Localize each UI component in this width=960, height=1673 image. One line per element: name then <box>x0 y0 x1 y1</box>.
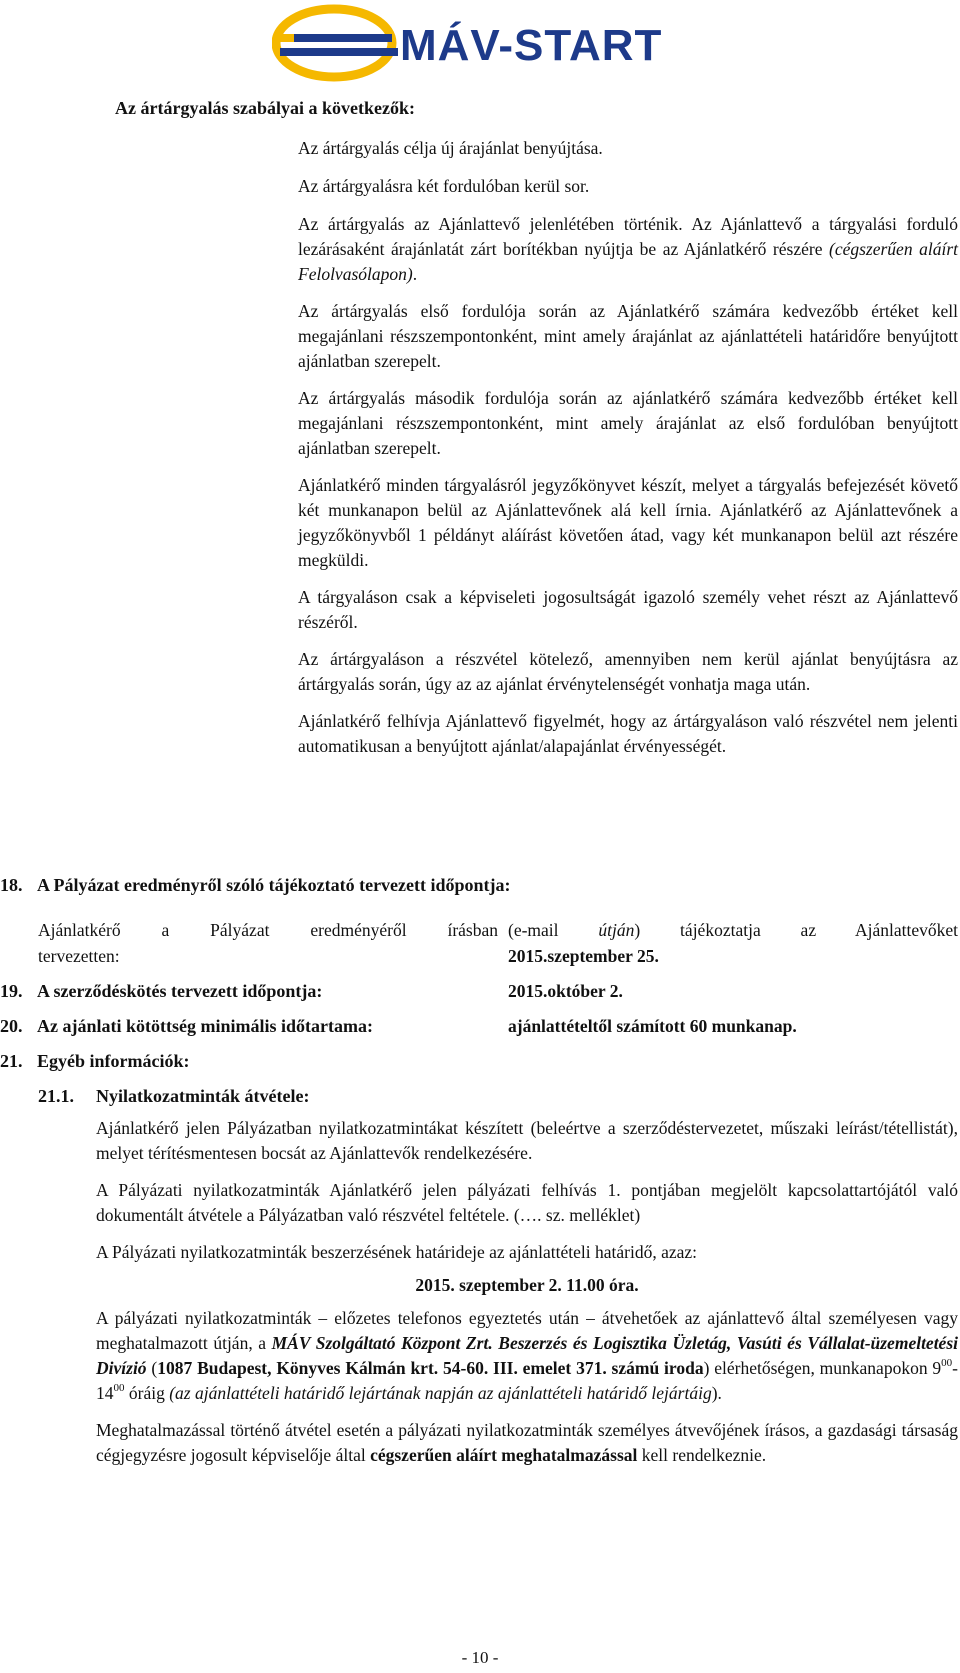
info-paragraph: A pályázati nyilatkozatminták – előzetes telefonos egyeztetés után – átvehetőek az ajánlattevő által személyesen vagy meghatalmazott útján, a MÁV Szolgáltató Központ Zrt. Beszerzés és Logisztika Üzletág, Vasúti és Vállalat-üzemeltetési Divízió (1087 Budapest, Könyves Kálmán krt. 54-60. III. emelet 371. számú iroda) elérhetőségen, munkanapokon $9^{00}-14^{00}$ óráig (az ajánlattételi határidő lejártának napján az ajánlattételi határidő lejártáig). <box>96 1308 959 1403</box>
section-21-1-heading: 21.1. Nyilatkozatminták átvétele: <box>38 1086 310 1106</box>
info-paragraph: A Pályázati nyilatkozatminták beszerzésének határideje az ajánlattételi határidő, azaz: <box>96 1242 698 1262</box>
rule-paragraph: A tárgyaláson csak a képviseleti jogosultságát igazoló személy vehet részt az Ajánlattevő részéről. <box>298 587 958 632</box>
deadline-line: 2015. szeptember 2. 11.00 óra. <box>415 1275 639 1295</box>
section-19-value: 2015.október 2. <box>508 981 623 1001</box>
section-20-value: ajánlattételtől számított 60 munkanap. <box>508 1016 797 1036</box>
logo-text: MÁV-START <box>400 21 663 70</box>
rule-paragraph: Az ártárgyalás az Ajánlattevő jelenlétében történik. Az Ajánlattevő a tárgyalási forduló lezárásaként árajánlatát zárt borítékban nyújtja be az Ajánlatkérő részére (cégszerűen aláírt Felolvasólapon). <box>298 214 959 284</box>
rule-line: Az ártárgyalás célja új árajánlat benyújtása. <box>298 138 603 158</box>
section-21-heading: 21. Egyéb információk: <box>0 1051 190 1071</box>
mav-start-logo <box>272 4 692 82</box>
rules-list <box>298 136 958 759</box>
section-18-left-line2: tervezetten: <box>38 946 120 966</box>
info-paragraph: Ajánlatkérő jelen Pályázatban nyilatkozatmintákat készített (beleértve a szerződéstervezetet, műszaki leírást/tétellistát), melyet térítésmentesen bocsát az Ajánlattevők rendelkezésére. <box>96 1118 958 1163</box>
rule-paragraph: Ajánlatkérő minden tárgyalásról jegyzőkönyvet készít, melyet a tárgyalás befejezését követő két munkanapon belül az Ajánlattevőnek alá kell írnia. Ajánlatkérő az Ajánlattevőnek a jegyzőkönyvből 1 példányt aláírást követően átad, vagy két munkanapon belül azt részére megküldi. <box>298 475 958 570</box>
rules-heading: Az ártárgyalás szabályai a következők: <box>115 98 415 118</box>
section-19-heading: 19. A szerződéskötés tervezett időpontja: <box>0 981 323 1001</box>
logo-emblem-icon <box>272 4 402 82</box>
section-18-heading: 18. A Pályázat eredményről szóló tájékoztató tervezett időpontja: <box>0 875 511 895</box>
rule-paragraph: Az ártárgyaláson a részvétel kötelező, amennyiben nem kerül ajánlat benyújtásra az ártárgyalás során, úgy az az ajánlat érvénytelenségét vonhatja maga után. <box>298 649 958 694</box>
rule-paragraph: Az ártárgyalás második fordulója során az ajánlatkérő számára kedvezőbb értéket kell megajánlani részszempontonként, mint amely árajánlat az első fordulóban benyújtott ajánlatban szerepelt. <box>298 388 958 458</box>
section-18-left-line1: Ajánlatkérő a Pályázat eredményéről írásban <box>38 920 498 940</box>
rule-paragraph: Az ártárgyalás első fordulója során az Ajánlatkérő számára kedvezőbb értéket kell megajánlani részszempontonként, mint amely árajánlat az ajánlattételi határidőre benyújtott ajánlatban szerepelt. <box>298 301 958 371</box>
info-paragraph: A Pályázati nyilatkozatminták Ajánlatkérő jelen pályázati felhívás 1. pontjában megjelölt kapcsolattartójától való dokumentált átvétele a Pályázatban való részvétel feltétele. (…. sz. melléklet) <box>96 1180 958 1225</box>
rule-paragraph: Ajánlatkérő felhívja Ajánlattevő figyelmét, hogy az ártárgyaláson való részvétel nem jelenti automatikusan a benyújtott ajánlat/alapajánlat érvényességét. <box>298 711 958 756</box>
section-18-right-line1: (e-mail útján) tájékoztatja az Ajánlattevőket <box>508 920 959 940</box>
info-paragraph: Meghatalmazással történő átvétel esetén a pályázati nyilatkozatminták személyes átvevőjének írásos, a gazdasági társaság cégjegyzésre jogosult képviselője által cégszerűen aláírt meghatalmazással kell rendelkeznie. <box>96 1420 958 1465</box>
rule-line: Az ártárgyalásra két fordulóban kerül sor. <box>298 176 590 196</box>
page-number: - 10 - <box>461 1648 499 1667</box>
section-21-body <box>96 1116 958 1480</box>
section-20-heading: 20. Az ajánlati kötöttség minimális időtartama: <box>0 1016 373 1036</box>
section-18-date: 2015.szeptember 25. <box>508 946 659 966</box>
